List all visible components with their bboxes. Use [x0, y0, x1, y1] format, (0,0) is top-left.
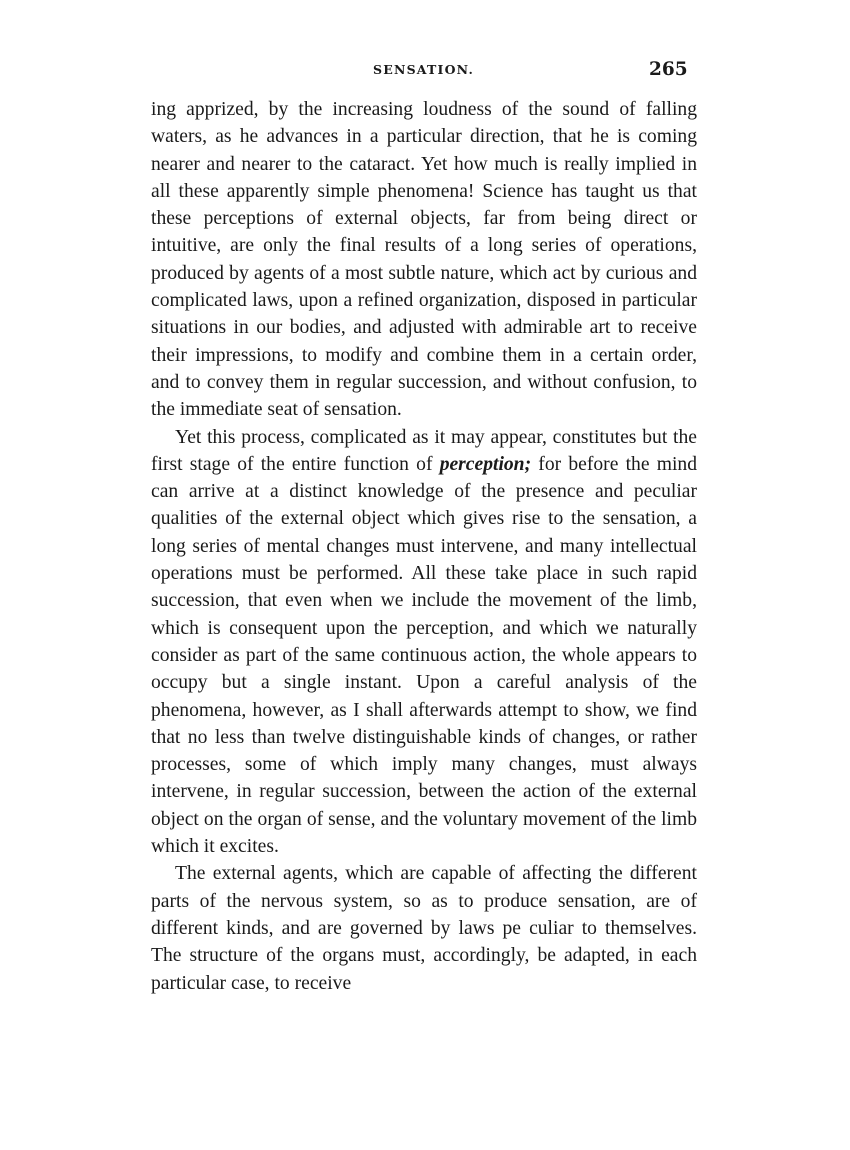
paragraph-3: The external agents, which are capable of affecting the different parts of the nervous system, so as to produce sensation, are of different kinds, and are governed by laws pe culiar to themselves. The structure of the organs must, accordingly, be adapted, in each particular case, to receive [151, 863, 697, 994]
paragraph-2-text-after: for before the mind can arrive at a distinct knowledge of the presence and peculiar qualities of the external object which gives rise to the sensation, a long series of mental changes must intervene, and many intellectual operations must be performed. All these take place in such rapid succession, that even when we include the movement of the limb, which is consequent upon the perception, and which we naturally consider as part of the same continuous action, the whole appears to occupy but a single instant. Upon a careful analysis of the phenomena, however, as I shall afterwards attempt to show, we find that no less than twelve distinguishable kinds of changes, or rather processes, some of which imply many changes, must always intervene, in regular succession, between the action of the external object on the organ of sense, and the voluntary movement of the limb which it excites. [151, 453, 697, 858]
paragraph-1: ing apprized, by the increasing loudness of the sound of falling waters, as he advances in a particular direction, that he is coming nearer and nearer to the cataract. Yet how much is really implied in all these apparently simple phenomena! Science has taught us that these perceptions of external objects, far from being direct or intuitive, are only the final results of a long series of operations, produced by agents of a most subtle nature, which act by curious and complicated laws, upon a refined organization, disposed in particular situations in our bodies, and adjusted with admirable art to receive their impressions, to modify and combine them in a certain order, and to convey them in regular succession, and without confusion, to the immediate seat of sensation. [151, 99, 697, 421]
emphasis-perception: perception; [439, 453, 532, 475]
body-text [151, 96, 697, 997]
page-number: 265 [649, 59, 688, 80]
running-title: SENSATION. [373, 62, 475, 77]
running-header [0, 59, 850, 86]
paragraph-2-text-before: Yet this process, complicated as it may appear, constitutes but the first stage of the entire function of [151, 426, 697, 475]
paragraph-2 [151, 424, 697, 861]
